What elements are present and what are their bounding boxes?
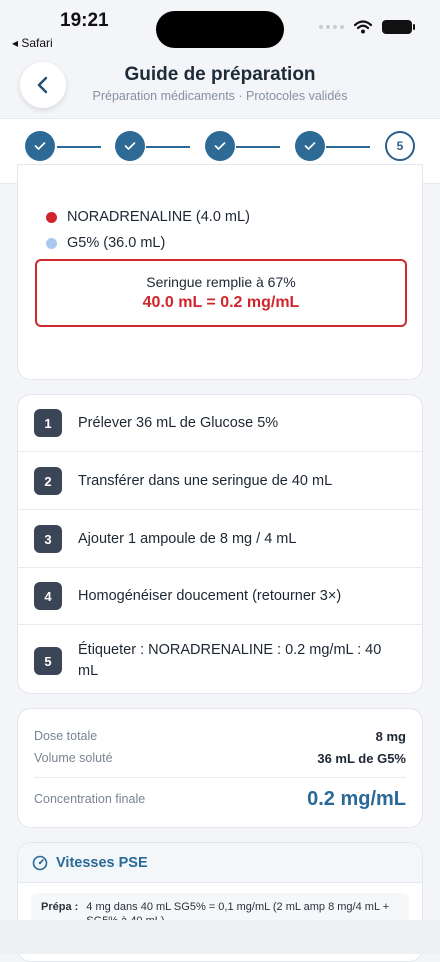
step-number-badge: 2: [34, 467, 62, 495]
check-icon: [25, 131, 55, 161]
legend-item: [46, 235, 165, 251]
prep-label: Prépa :: [41, 901, 79, 913]
status-time: 19:21: [60, 10, 109, 31]
step-number: 5: [385, 131, 415, 161]
wifi-icon: [354, 20, 372, 34]
check-icon: [115, 131, 145, 161]
step-text: Étiqueter : NORADRENALINE : 0.2 mg/mL : 40 mL: [78, 642, 382, 679]
legend-dot-blue: [46, 238, 57, 249]
volume-label: Volume soluté: [34, 751, 113, 765]
recipe-step: [34, 582, 398, 610]
recipe-step: [34, 640, 398, 682]
page-subtitle: Préparation médicaments · Protocoles validés: [92, 89, 348, 103]
status-icons: [319, 20, 412, 34]
summary-card: [17, 708, 423, 828]
scroll-content[interactable]: [0, 184, 440, 920]
divider: [18, 624, 422, 625]
page-header: [0, 56, 440, 118]
battery-icon: [382, 20, 412, 34]
step-text: Prélever 36 mL de Glucose 5%: [78, 414, 279, 431]
page-title: Guide de préparation: [124, 64, 316, 85]
bottom-safe-area: [0, 920, 440, 954]
check-icon: [205, 131, 235, 161]
step-number-badge: 5: [34, 647, 62, 675]
divider: [34, 777, 406, 778]
pse-title: Vitesses PSE: [56, 854, 148, 871]
status-bar: [0, 0, 440, 60]
fill-value: 40.0 mL = 0.2 mg/mL: [142, 294, 300, 311]
legend-item: [46, 209, 250, 225]
check-icon: [295, 131, 325, 161]
dynamic-island: [156, 11, 284, 48]
step-number-badge: 3: [34, 525, 62, 553]
gauge-icon: [32, 855, 48, 871]
step-text: Transférer dans une seringue de 40 mL: [78, 472, 333, 489]
recipe-step: [34, 409, 398, 437]
step-number-badge: 1: [34, 409, 62, 437]
dose-label: Dose totale: [34, 729, 98, 743]
recipe-steps-card: [17, 394, 423, 694]
syringe-card: [17, 164, 423, 380]
dose-value: 8 mg: [375, 729, 406, 744]
divider: [18, 451, 422, 452]
concentration-value: 0.2 mg/mL: [307, 788, 406, 810]
fill-summary-box: [35, 259, 407, 327]
divider: [18, 567, 422, 568]
recipe-step: [34, 467, 398, 495]
concentration-label: Concentration finale: [34, 792, 146, 806]
recipe-step: [34, 525, 398, 553]
legend-dot-red: [46, 212, 57, 223]
legend-label: G5% (36.0 mL): [67, 235, 166, 251]
step-number-badge: 4: [34, 582, 62, 610]
signal-icon: [319, 25, 344, 29]
step-text: Ajouter 1 ampoule de 8 mg / 4 mL: [78, 530, 297, 547]
back-to-app-link[interactable]: ◂ Safari: [12, 36, 53, 50]
volume-value: 36 mL de G5%: [317, 751, 406, 766]
step-text: Homogénéiser doucement (retourner 3×): [78, 587, 342, 604]
divider: [18, 509, 422, 510]
fill-title: Seringue remplie à 67%: [146, 274, 296, 290]
prep-text: 4 mg dans 40 mL SG5% = 0,1 mg/mL (2 mL amp 8 mg/4 mL +: [86, 901, 390, 913]
pse-header[interactable]: [18, 843, 422, 883]
legend-label: NORADRENALINE (4.0 mL): [67, 209, 250, 225]
